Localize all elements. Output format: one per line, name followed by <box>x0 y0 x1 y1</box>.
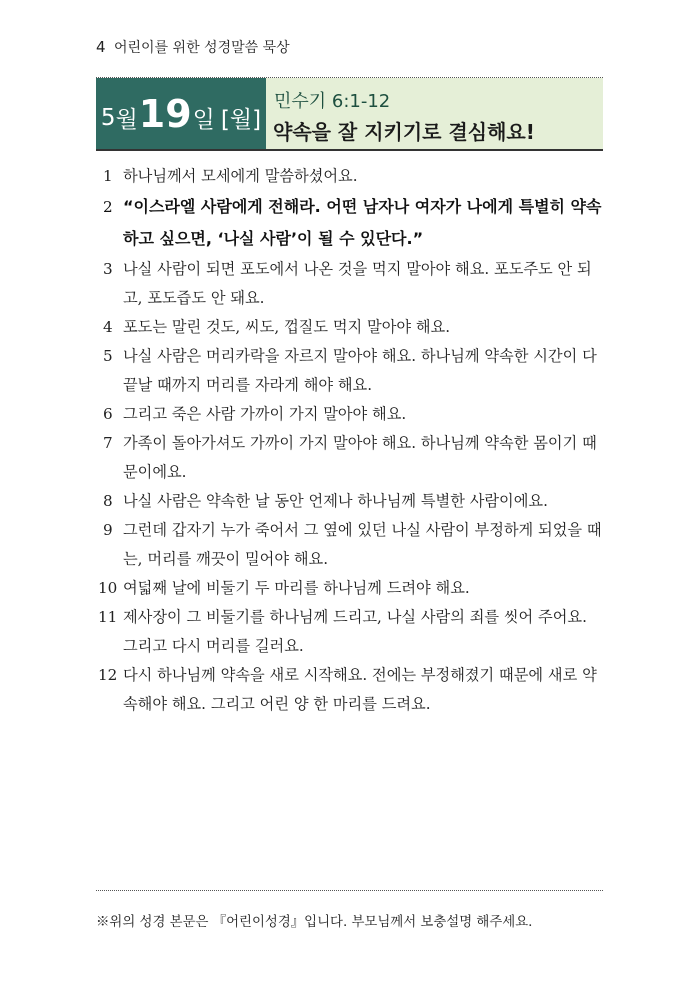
verse-number: 8 <box>103 492 113 510</box>
title-box <box>266 78 603 149</box>
date-box <box>96 78 266 149</box>
verse-text: 가족이 돌아가셔도 가까이 가지 말아야 해요. 하나님께 약속한 몸이기 때문이에요. <box>123 434 597 481</box>
verse <box>96 162 603 191</box>
verse-number: 7 <box>103 434 113 452</box>
verse <box>96 516 603 574</box>
passage-headline: 약속을 잘 지키기로 결심해요! <box>273 120 535 144</box>
date-month: 5 <box>100 104 116 131</box>
verse-number: 9 <box>103 521 113 539</box>
verse-number: 4 <box>103 318 113 336</box>
verse-number: 1 <box>103 167 113 185</box>
verse-number: 6 <box>103 405 113 423</box>
verse-number: 11 <box>98 608 118 626</box>
verse <box>96 487 603 516</box>
verse <box>96 313 603 342</box>
verse-text: 하나님께서 모세에게 말씀하셨어요. <box>123 167 358 185</box>
verse-list <box>96 162 603 719</box>
verse <box>96 191 603 255</box>
verse-number: 5 <box>103 347 113 365</box>
date-weekday: [월] <box>220 107 262 133</box>
verse-text: 다시 하나님께 약속을 새로 시작해요. 전에는 부정해졌기 때문에 새로 약속해야 해요. 그리고 어린 양 한 마리를 드려요. <box>123 666 597 713</box>
verse <box>96 603 603 661</box>
passage-reference: 민수기 6:1-12 <box>274 91 391 112</box>
day-header <box>96 77 603 151</box>
date-day-unit: 일 <box>192 107 215 133</box>
verse <box>96 400 603 429</box>
date-day: 19 <box>138 91 192 136</box>
book-title: 어린이를 위한 성경말씀 묵상 <box>114 40 290 56</box>
verse-number: 3 <box>103 260 113 278</box>
date-month-unit: 월 <box>115 107 138 133</box>
footnote-divider <box>96 890 603 891</box>
page-number: 4 <box>96 38 106 56</box>
verse-text: “이스라엘 사람에게 전해라. 어떤 남자나 여자가 나에게 특별히 약속하고 싶으면, ‘나실 사람’이 될 수 있단다.” <box>123 197 602 248</box>
verse-number: 10 <box>98 579 118 597</box>
verse <box>96 429 603 487</box>
verse-text: 나실 사람은 머리카락을 자르지 말아야 해요. 하나님께 약속한 시간이 다 끝날 때까지 머리를 자라게 해야 해요. <box>123 347 597 394</box>
verse-text: 포도는 말린 것도, 씨도, 껍질도 먹지 말아야 해요. <box>123 318 451 336</box>
verse <box>96 661 603 719</box>
verse <box>96 255 603 313</box>
verse-text: 그런데 갑자기 누가 죽어서 그 옆에 있던 나실 사람이 부정하게 되었을 때는, 머리를 깨끗이 밀어야 해요. <box>123 521 602 568</box>
verse <box>96 574 603 603</box>
verse-number: 2 <box>103 198 113 216</box>
verse-text: 여덟째 날에 비둘기 두 마리를 하나님께 드려야 해요. <box>123 579 470 597</box>
verse-text: 나실 사람은 약속한 날 동안 언제나 하나님께 특별한 사람이에요. <box>123 492 548 510</box>
running-head <box>96 37 290 57</box>
verse-text: 나실 사람이 되면 포도에서 나온 것을 먹지 말아야 해요. 포도주도 안 되고, 포도즙도 안 돼요. <box>123 260 592 307</box>
verse-number: 12 <box>98 666 118 684</box>
verse <box>96 342 603 400</box>
verse-text: 제사장이 그 비둘기를 하나님께 드리고, 나실 사람의 죄를 씻어 주어요. 그리고 다시 머리를 길러요. <box>123 608 587 655</box>
footnote: ※위의 성경 본문은 『어린이성경』입니다. 부모님께서 보충설명 해주세요. <box>96 915 533 930</box>
verse-text: 그리고 죽은 사람 가까이 가지 말아야 해요. <box>123 405 407 423</box>
